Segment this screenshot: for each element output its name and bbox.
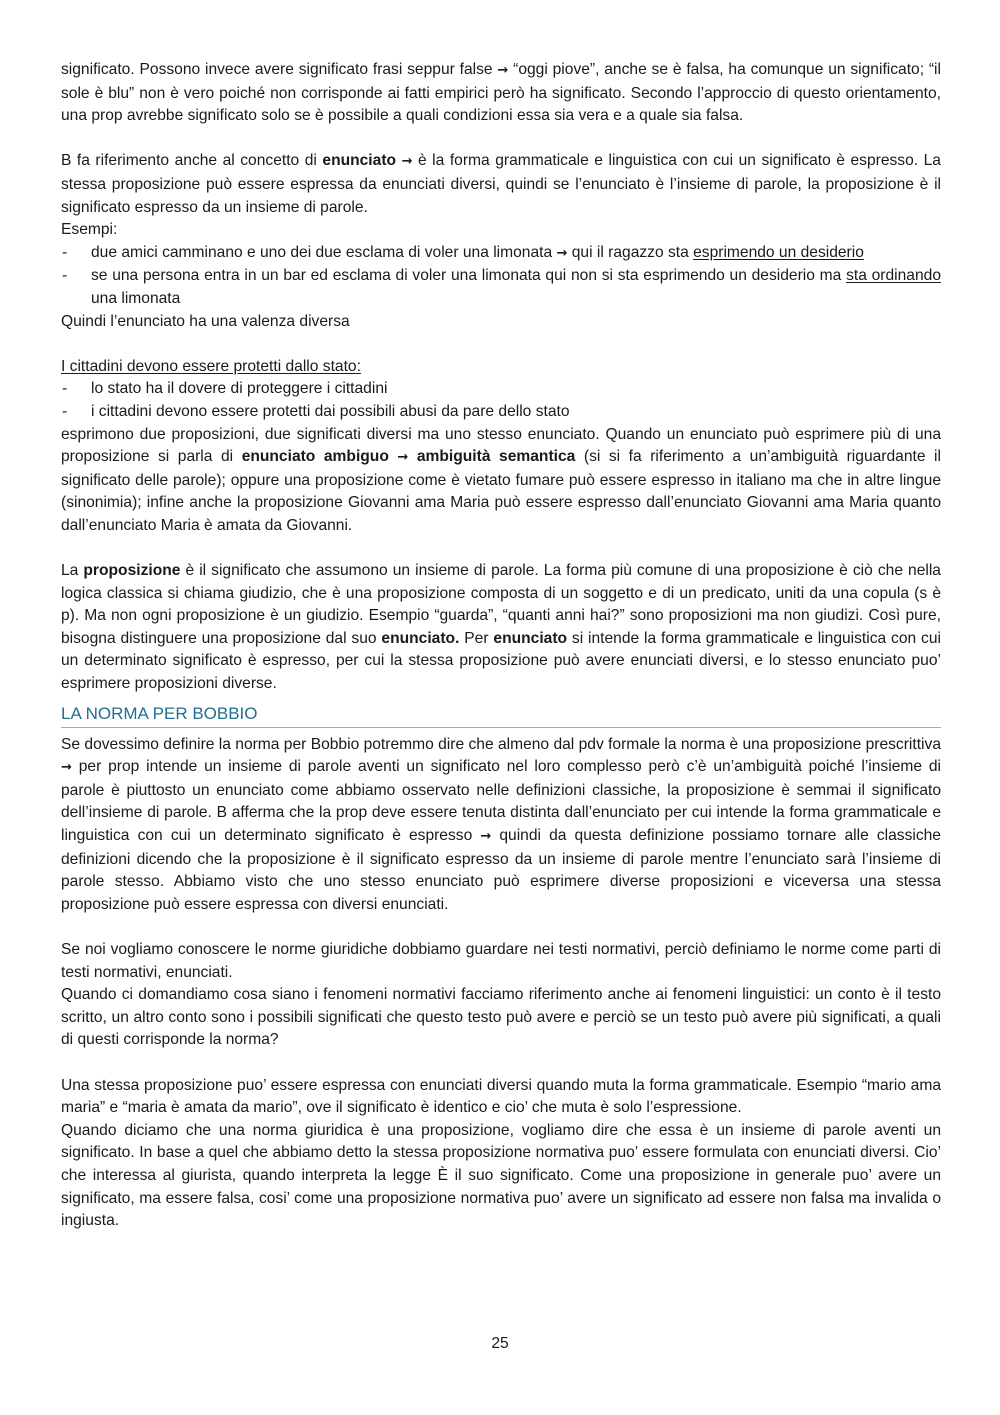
- text: si intende la forma grammaticale e linguistica con cui un determinato significato è espresso, per cui la stessa proposizione può avere enunciati diversi, e lo stesso enunciato puo’ esprimere proposizioni diverse.: [61, 629, 941, 693]
- paragraph-significato: [61, 59, 941, 128]
- text: “oggi piove”, anche se è falsa, ha comunque un significato; “il sole è blu” non è vero poiché non corrisponde ai fatti empirici però ha significato. Secondo l’approccio di questo orientamento, una prop avrebbe significato solo se è possibile a quali condizioni essa sia vera e a quale sia falsa.: [61, 61, 941, 125]
- arrow-icon: →: [556, 245, 568, 261]
- text: significato. Possono invece avere significato frasi seppur false: [61, 61, 493, 78]
- text: è la forma grammaticale e linguistica con cui un significato è espresso. La stessa proposizione può essere espressa da enunciati diversi, quindi se l’enunciato è l’insieme di parole, la proposizione è il significato espresso da un insieme di parole.: [61, 152, 941, 216]
- examples-list: [61, 242, 941, 311]
- list-item: [61, 242, 941, 266]
- text: è il significato che assumono un insieme di parole. La forma più comune di una proposizione è ciò che nella logica classica si chiama giudizio, che è una proposizione composta di un soggetto e di un predicato, uniti da una copula (s è p). Ma non ogni proposizione è un giudizio. Esempio “guarda”, “quanti anni hai?” sono proposizioni ma non giudizi. Così pure, bisogna distinguere una proposizione dal suo: [61, 562, 941, 647]
- text: (si si fa riferimento a un’ambiguità riguardante il significato delle parole); oppure una proposizione come è vietato fumare può essere espresso in italiano ma che in altre lingue (sinonimia); infine anche la proposizione Giovanni ama Maria può essere espresso dall’enunciato Giovanni ama Maria quanto dall’enunciato Maria è amata da Giovanni.: [61, 448, 941, 534]
- list-item: [61, 265, 941, 310]
- underlined-text: sta ordinando: [846, 267, 941, 285]
- text: Se dovessimo definire la norma per Bobbio potremmo dire che almeno dal pdv formale la norma è una proposizione prescrittiva: [61, 735, 941, 753]
- paragraph-norma-giuridica: Quando diciamo che una norma giuridica è una proposizione, vogliamo dire che essa è un insieme di parole aventi un significato. In base a quel che abbiamo detto la stessa proposizione normativa puo’ essere formulata con enunciati diversi. Cio’ che interessa al giurista, quando interpreta la legge È il suo significato. Come una proposizione in generale puo’ avere un significato, ma essere falsa, cosi’ come una proposizione normativa puo’ avere un significato ad essere non falsa ma invalida o ingiusta.: [61, 1121, 941, 1230]
- paragraph-proposizione: [61, 560, 941, 696]
- examples-label: Esempi:: [61, 221, 118, 239]
- paragraph-enunciato: [61, 150, 941, 219]
- text: una limonata: [91, 289, 181, 307]
- list-item: - i cittadini devono essere protetti dai possibili abusi da pare dello stato: [61, 401, 941, 424]
- bold-term: enunciato.: [381, 629, 460, 647]
- bold-term: enunciato: [322, 152, 397, 170]
- arrow-icon: →: [401, 154, 413, 170]
- conclusion: Quindi l’enunciato ha una valenza diversa: [61, 312, 350, 330]
- bold-term: ambiguità semantica: [416, 448, 576, 466]
- text: La: [61, 562, 79, 580]
- bold-term: enunciato: [493, 629, 568, 647]
- example-heading: [61, 356, 941, 379]
- text: esprimono due proposizioni, due significati diversi ma uno stesso enunciato. Quando un enunciato può esprimere più di una proposizione si parla di: [61, 425, 941, 466]
- list-item: - lo stato ha il dovere di proteggere i cittadini: [61, 378, 941, 401]
- text: se una persona entra in un bar ed esclama di voler una limonata qui non si sta esprimendo un desiderio ma: [91, 267, 842, 285]
- text: qui il ragazzo sta: [571, 243, 689, 261]
- arrow-icon: →: [397, 450, 409, 466]
- underlined-text: esprimendo un desiderio: [693, 243, 864, 261]
- arrow-icon: →: [497, 63, 509, 78]
- bold-term: proposizione: [83, 562, 181, 580]
- text: B fa riferimento anche al concetto di: [61, 152, 317, 170]
- paragraph-forma-grammaticale: Una stessa proposizione puo’ essere espressa con enunciati diversi quando muta la forma grammaticale. Esempio “mario ama maria” e “maria è amata da mario”, ove il significato è identico e cio’ che muta è solo l’espressione.: [61, 1076, 941, 1117]
- document-page: [61, 59, 941, 1233]
- paragraph-norma: [61, 734, 941, 917]
- section-title: LA NORMA PER BOBBIO: [61, 702, 941, 728]
- text: due amici camminano e uno dei due esclama di voler una limonata: [91, 243, 553, 261]
- example-list: [61, 378, 941, 423]
- paragraph-fenomeni: Quando ci domandiamo cosa siano i fenomeni normativi facciamo riferimento anche ai fenomeni linguistici: un conto è il testo scritto, un altro conto sono i possibili significati che questo testo può avere e perciò se un testo può avere più significati, a quali di questi corrisponde la norma?: [61, 986, 941, 1049]
- underlined-text: I cittadini devono essere protetti dallo stato:: [61, 357, 361, 375]
- arrow-icon: →: [480, 829, 492, 844]
- text: Per: [464, 629, 489, 647]
- bold-term: enunciato ambiguo: [241, 448, 389, 466]
- paragraph-testi-normativi: Se noi vogliamo conoscere le norme giuridiche dobbiamo guardare nei testi normativi, perciò definiamo le norme come parti di testi normativi, enunciati.: [61, 940, 941, 981]
- arrow-icon: →: [61, 760, 72, 776]
- text: per prop intende un insieme di parole aventi un significato nel loro complesso però c’è un’ambiguità poiché l’insieme di parole è piuttosto un enunciato come abbiamo osservato nelle definizioni classiche, la proposizione è semmai il significato dell’insieme di parole. B afferma che la prop deve essere tenuta distinta dall’enunciato per cui intende la forma grammaticale e linguistica con cui un determinato significato è espresso: [61, 758, 941, 844]
- page-number: 25: [491, 1335, 509, 1352]
- paragraph-ambiguita: [61, 424, 941, 538]
- text: quindi da questa definizione possiamo tornare alle classiche definizioni dicendo che la proposizione è il significato espresso da un insieme di parole mentre l’enunciato sarà l’insieme di parole stesso. Abbiamo visto che uno stesso enunciato può esprimere diverse proposizioni e viceversa una stessa proposizione può essere espressa con diversi enunciati.: [61, 827, 941, 913]
